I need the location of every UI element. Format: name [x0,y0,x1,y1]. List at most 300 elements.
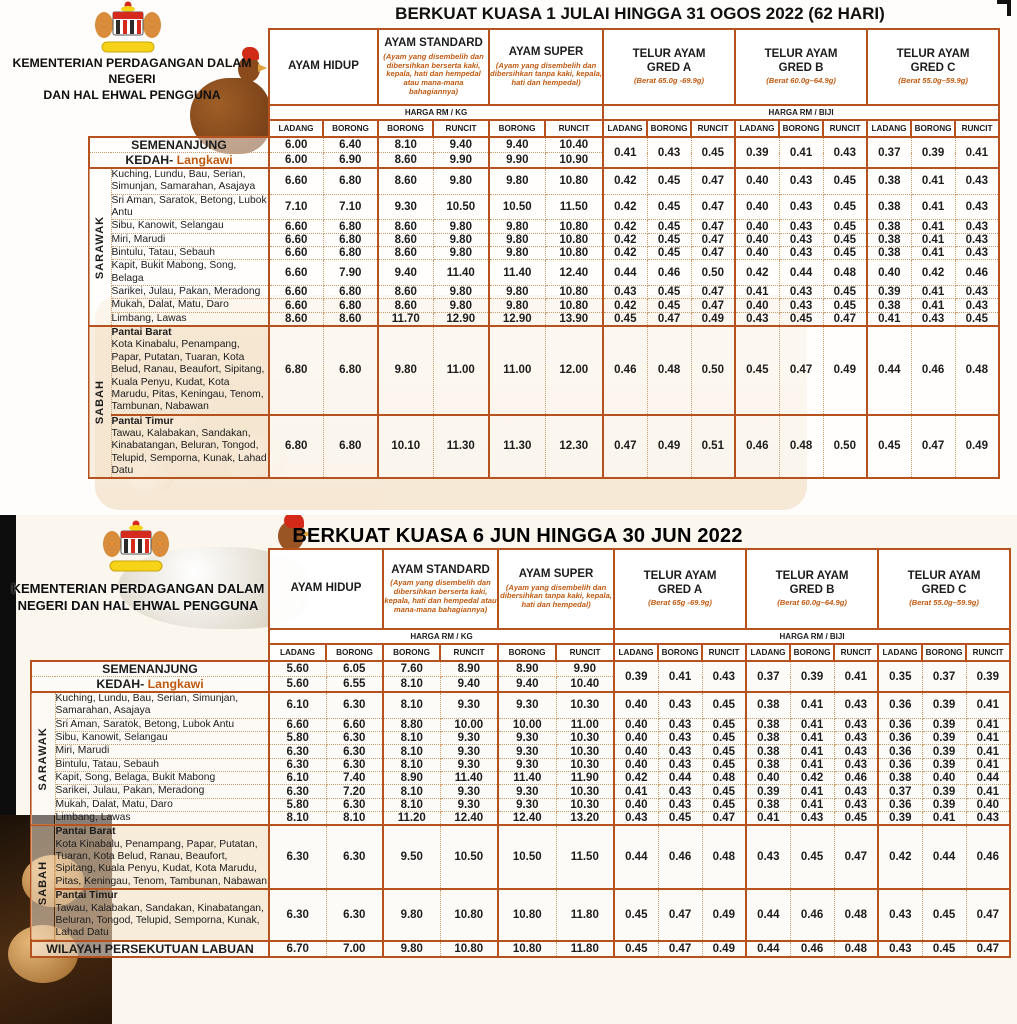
price-cell: 9.40 [498,677,556,693]
price-cell: 10.80 [440,941,498,957]
price-cell: 0.50 [823,415,867,479]
price-cell: 6.60 [326,718,383,731]
price-cell: 9.80 [383,889,440,940]
price-cell: 0.45 [823,233,867,246]
price-cell: 0.47 [658,941,702,957]
price-cell: 0.45 [647,247,691,260]
column-group-ayam-super [489,29,603,105]
poster-title: BERKUAT KUASA 6 JUN HINGGA 30 JUN 2022 [292,525,743,547]
price-cell: 0.45 [790,825,834,889]
sub-column-runcit: RUNCIT [691,120,735,137]
price-cell: 0.40 [746,772,790,785]
price-cell: 7.90 [323,260,378,286]
price-cell: 11.40 [498,772,556,785]
price-cell: 0.47 [966,941,1010,957]
column-group-ayam-super [498,549,614,629]
price-cell: 0.47 [691,233,735,246]
price-cell: 0.41 [790,785,834,798]
price-cell: 9.90 [556,661,614,677]
price-cell: 0.45 [702,745,746,758]
price-cell: 0.43 [779,233,823,246]
price-cell: 0.36 [878,732,922,745]
price-cell: 8.80 [383,718,440,731]
price-cell: 6.80 [323,299,378,312]
price-cell: 0.45 [834,812,878,826]
price-cell: 0.49 [823,326,867,414]
price-cell: 0.43 [658,732,702,745]
sub-column-borong: BORONG [779,120,823,137]
price-cell: 0.51 [691,415,735,479]
price-cell: 10.80 [545,247,603,260]
price-cell: 11.40 [440,772,498,785]
price-cell: 0.41 [779,137,823,168]
price-cell: 6.60 [269,286,323,299]
price-cell: 10.80 [440,889,498,940]
price-cell: 0.45 [647,168,691,194]
column-group-description: (Berat 65g -69.9g) [648,598,712,608]
region-label-cell: SEMENANJUNG [31,661,269,677]
price-cell: 0.41 [911,286,955,299]
price-cell: 0.42 [735,260,779,286]
price-cell: 0.43 [658,718,702,731]
sub-column-borong: BORONG [911,120,955,137]
price-cell: 0.47 [779,326,823,414]
price-cell: 12.00 [545,326,603,414]
sub-column-borong: BORONG [790,644,834,661]
price-cell: 6.80 [323,415,378,479]
price-cell: 0.48 [823,260,867,286]
price-cell: 9.80 [489,247,545,260]
price-cell: 0.38 [746,758,790,771]
price-cell: 8.10 [383,758,440,771]
price-cell: 0.41 [911,299,955,312]
price-cell: 6.30 [269,745,326,758]
price-cell: 0.41 [790,732,834,745]
ministry-line: KEMENTERIAN PERDAGANGAN DALAM NEGERI [12,56,252,86]
price-cell: 0.40 [966,798,1010,811]
column-group-description: (Berat 55.0g–59.9g) [898,76,968,86]
price-cell: 10.80 [545,286,603,299]
price-cell: 0.41 [790,692,834,718]
price-cell: 0.47 [823,312,867,326]
price-cell: 0.38 [867,194,911,220]
price-cell: 0.43 [658,798,702,811]
price-cell: 0.45 [823,299,867,312]
price-cell: 12.30 [545,415,603,479]
price-cell: 0.48 [702,772,746,785]
price-cell: 0.40 [735,194,779,220]
price-cell: 0.45 [647,220,691,233]
price-cell: 9.40 [378,260,433,286]
price-cell: 6.60 [269,233,323,246]
price-unit-kg: HARGA RM / KG [269,629,614,644]
price-cell: 0.45 [779,312,823,326]
sub-column-borong: BORONG [326,644,383,661]
price-cell: 0.43 [603,286,647,299]
price-cell: 6.00 [269,137,323,153]
district-zone-title: Pantai Barat [55,826,116,838]
price-cell: 0.42 [603,194,647,220]
price-cell: 0.42 [603,220,647,233]
price-cell: 10.80 [498,941,556,957]
price-cell: 0.37 [922,661,966,692]
price-cell: 0.43 [779,168,823,194]
price-cell: 0.43 [955,220,999,233]
price-cell: 0.41 [922,812,966,826]
price-cell: 9.30 [440,692,498,718]
column-group-name: TELUR AYAM [764,48,838,61]
price-cell: 13.90 [545,312,603,326]
price-cell: 0.41 [658,661,702,692]
price-cell: 0.43 [658,692,702,718]
price-cell: 0.43 [834,718,878,731]
price-cell: 0.43 [779,247,823,260]
column-group-name: TELUR AYAM [907,570,981,583]
poster-title: BERKUAT KUASA 1 JULAI HINGGA 31 OGOS 2022 (62 HARI) [395,4,885,23]
price-cell: 0.41 [955,137,999,168]
sub-column-borong: BORONG [383,644,440,661]
price-cell: 0.43 [658,758,702,771]
price-cell: 0.45 [867,415,911,479]
price-cell: 10.50 [433,194,489,220]
price-cell: 0.41 [790,718,834,731]
price-cell: 6.90 [323,153,378,169]
price-cell: 0.43 [834,732,878,745]
sub-column-runcit: RUNCIT [823,120,867,137]
price-cell: 0.38 [867,247,911,260]
region-label-accent: Langkawi [173,153,233,167]
column-group-name: GRED A [646,61,692,74]
price-cell: 0.43 [834,745,878,758]
corner-mark [997,0,1011,16]
price-cell: 13.20 [556,812,614,826]
region-label-cell: KEDAH- Langkawi [31,677,269,693]
price-cell: 0.45 [647,194,691,220]
price-cell: 9.30 [440,798,498,811]
price-cell: 7.60 [383,661,440,677]
price-cell: 0.40 [614,718,658,731]
price-cell: 0.47 [691,194,735,220]
price-cell: 6.30 [326,758,383,771]
price-cell: 6.80 [269,415,323,479]
price-cell: 0.46 [647,260,691,286]
price-cell: 0.39 [790,661,834,692]
price-cell: 9.80 [433,168,489,194]
price-cell: 0.43 [746,825,790,889]
price-cell: 9.30 [498,692,556,718]
price-cell: 0.37 [878,785,922,798]
price-cell: 11.70 [378,312,433,326]
price-cell: 6.80 [269,326,323,414]
sub-column-borong: BORONG [489,120,545,137]
price-cell: 11.00 [489,326,545,414]
price-cell: 9.30 [440,758,498,771]
price-cell: 0.43 [779,220,823,233]
price-cell: 6.10 [269,772,326,785]
price-cell: 0.40 [614,745,658,758]
price-cell: 9.30 [378,194,433,220]
price-cell: 6.60 [269,168,323,194]
column-group-description: (Berat 55.0g–59.9g) [909,598,979,608]
price-cell: 6.10 [269,692,326,718]
price-cell: 0.47 [658,889,702,940]
price-cell: 0.43 [878,889,922,940]
price-cell: 8.90 [498,661,556,677]
price-cell: 6.60 [269,260,323,286]
district-cell: Pantai Timur Tawau, Kalabakan, Sandakan, Kinabatangan, Beluran, Tongod, Telupid, Semporna, Kunak, Lahad Datu [55,889,269,940]
price-cell: 0.41 [603,137,647,168]
price-cell: 0.47 [702,812,746,826]
price-cell: 11.30 [489,415,545,479]
price-cell: 0.50 [691,260,735,286]
price-cell: 10.90 [545,153,603,169]
column-group-telur-ayam-gred-c [867,29,999,105]
price-cell: 0.42 [603,247,647,260]
price-cell: 0.44 [746,889,790,940]
price-cell: 10.30 [556,732,614,745]
price-cell: 0.41 [746,812,790,826]
price-cell: 10.30 [556,745,614,758]
price-cell: 12.40 [545,260,603,286]
price-cell: 5.60 [269,661,326,677]
price-cell: 0.45 [823,220,867,233]
price-cell: 0.41 [790,758,834,771]
price-cell: 0.41 [911,194,955,220]
price-cell: 0.43 [955,247,999,260]
price-cell: 0.45 [647,286,691,299]
price-cell: 8.90 [440,661,498,677]
ministry-name [4,581,272,615]
column-group-ayam-hidup [269,549,383,629]
price-cell: 8.10 [383,745,440,758]
price-cell: 11.00 [433,326,489,414]
price-cell: 6.30 [269,785,326,798]
price-cell: 0.45 [702,732,746,745]
price-cell: 10.80 [545,233,603,246]
price-cell: 0.37 [746,661,790,692]
price-cell: 0.41 [867,312,911,326]
price-cell: 5.80 [269,798,326,811]
price-cell: 0.45 [702,785,746,798]
price-cell: 0.45 [614,889,658,940]
price-cell: 9.50 [383,825,440,889]
price-cell: 0.39 [966,661,1010,692]
price-cell: 0.47 [647,312,691,326]
price-cell: 8.60 [269,312,323,326]
price-cell: 8.10 [378,137,433,153]
column-group-telur-ayam-gred-a [614,549,746,629]
price-cell: 10.80 [545,220,603,233]
price-cell: 6.30 [326,889,383,940]
district-cell: Mukah, Dalat, Matu, Daro [55,798,269,811]
price-cell: 11.00 [556,718,614,731]
price-cell: 0.47 [966,889,1010,940]
price-cell: 0.42 [911,260,955,286]
price-cell: 0.46 [911,326,955,414]
price-cell: 0.36 [878,692,922,718]
state-label: SARAWAK [31,692,55,825]
price-cell: 0.38 [867,299,911,312]
district-cell: Sibu, Kanowit, Selangau [111,220,269,233]
price-cell: 0.43 [779,299,823,312]
price-cell: 0.45 [658,812,702,826]
price-cell: 0.41 [966,732,1010,745]
price-cell: 5.60 [269,677,326,693]
column-group-name: TELUR AYAM [896,48,970,61]
price-cell: 0.40 [614,798,658,811]
district-cell: Kapit, Song, Belaga, Bukit Mabong [55,772,269,785]
sub-column-borong: BORONG [378,120,433,137]
price-cell: 0.46 [790,889,834,940]
district-cell: Sarikei, Julau, Pakan, Meradong [55,785,269,798]
column-group-description: (Berat 60.0g–64.9g) [777,598,847,608]
price-cell: 0.41 [911,233,955,246]
price-cell: 9.80 [378,326,433,414]
price-cell: 0.44 [922,825,966,889]
sub-column-runcit: RUNCIT [556,644,614,661]
price-cell: 0.45 [735,326,779,414]
price-cell: 11.80 [556,941,614,957]
price-cell: 9.80 [433,220,489,233]
price-cell: 0.49 [702,941,746,957]
price-cell: 0.46 [955,260,999,286]
price-cell: 10.40 [556,677,614,693]
price-cell: 0.44 [603,260,647,286]
price-cell: 0.48 [779,415,823,479]
price-cell: 10.30 [556,758,614,771]
district-cell: Miri, Marudi [111,233,269,246]
price-cell: 0.41 [834,661,878,692]
price-cell: 6.40 [323,137,378,153]
price-cell: 10.30 [556,692,614,718]
price-cell: 8.60 [378,220,433,233]
price-cell: 0.42 [603,233,647,246]
district-cell: Sarikei, Julau, Pakan, Meradong [111,286,269,299]
price-cell: 9.40 [433,137,489,153]
price-cell: 0.45 [823,194,867,220]
price-cell: 8.10 [326,812,383,826]
sub-column-borong: BORONG [658,644,702,661]
sub-column-runcit: RUNCIT [702,644,746,661]
price-cell: 0.39 [922,732,966,745]
price-cell: 0.38 [878,772,922,785]
column-group-name: GRED B [778,61,824,74]
price-cell: 9.40 [489,137,545,153]
price-cell: 0.45 [823,168,867,194]
price-cell: 9.90 [433,153,489,169]
price-cell: 8.10 [383,732,440,745]
price-cell: 9.40 [440,677,498,693]
price-cell: 0.46 [834,772,878,785]
price-cell: 0.47 [603,415,647,479]
district-cell: Kuching, Lundu, Bau, Serian, Simunjan, Samarahan, Asajaya [111,168,269,194]
price-cell: 0.47 [911,415,955,479]
column-group-description: (Ayam yang disembelih dan dibersihkan berserta kaki, kepala, hati dan hempedal atau mana-mana bahagiannya) [383,51,484,96]
price-cell: 6.60 [269,299,323,312]
price-cell: 0.40 [922,772,966,785]
price-cell: 0.43 [955,286,999,299]
price-cell: 0.44 [966,772,1010,785]
price-cell: 10.00 [498,718,556,731]
sub-column-borong: BORONG [498,644,556,661]
state-label: SARAWAK [89,168,111,326]
price-unit-biji: HARGA RM / BIJI [603,105,999,120]
price-cell: 0.38 [867,220,911,233]
price-cell: 0.39 [922,758,966,771]
price-cell: 9.80 [489,286,545,299]
price-unit-kg: HARGA RM / KG [269,105,603,120]
price-cell: 0.40 [735,299,779,312]
column-group-name: TELUR AYAM [632,48,706,61]
price-cell: 6.80 [323,247,378,260]
price-cell: 8.10 [383,785,440,798]
price-cell: 10.30 [556,785,614,798]
price-cell: 6.80 [323,286,378,299]
price-cell: 10.50 [440,825,498,889]
price-cell: 0.43 [790,812,834,826]
price-cell: 0.45 [691,137,735,168]
district-cell: Sri Aman, Saratok, Betong, Lubok Antu [111,194,269,220]
column-group-description: (Ayam yang disembelih dan dibersihkan tanpa kaki, kepala, hati dan hempedal) [500,582,612,610]
price-cell: 10.50 [489,194,545,220]
price-cell: 0.44 [746,941,790,957]
price-cell: 11.90 [556,772,614,785]
sub-column-ladang: LADANG [735,120,779,137]
price-cell: 9.30 [440,785,498,798]
price-cell: 6.80 [323,326,378,414]
price-cell: 0.39 [878,812,922,826]
price-cell: 8.60 [378,286,433,299]
column-group-name: GRED C [921,583,967,596]
column-group-ayam-standard [378,29,489,105]
price-cell: 0.47 [691,220,735,233]
price-cell: 10.80 [498,889,556,940]
price-cell: 0.36 [878,798,922,811]
price-cell: 0.41 [966,718,1010,731]
price-cell: 9.30 [498,732,556,745]
price-cell: 0.43 [614,812,658,826]
price-cell: 0.47 [691,247,735,260]
price-cell: 8.60 [378,153,433,169]
price-cell: 8.10 [383,677,440,693]
sub-column-runcit: RUNCIT [834,644,878,661]
column-group-name: TELUR AYAM [643,570,717,583]
price-cell: 0.43 [647,137,691,168]
price-cell: 0.43 [834,785,878,798]
price-cell: 0.48 [955,326,999,414]
sub-column-runcit: RUNCIT [545,120,603,137]
district-cell: Sibu, Kanowit, Selangau [55,732,269,745]
price-cell: 0.43 [878,941,922,957]
price-cell: 9.80 [433,299,489,312]
price-cell: 0.38 [867,233,911,246]
price-cell: 6.70 [269,941,326,957]
district-zone-title: Pantai Barat [111,327,172,339]
price-cell: 10.50 [498,825,556,889]
district-cell: Limbang, Lawas [55,812,269,826]
price-cell: 0.43 [779,286,823,299]
price-cell: 0.41 [911,247,955,260]
sub-column-ladang: LADANG [269,120,323,137]
price-cell: 0.40 [735,233,779,246]
price-cell: 0.39 [922,785,966,798]
column-group-description: (Ayam yang disembelih dan dibersihkan berserta kaki, kepala, hati dan hempedal atau mana-mana bahagiannya) [384,578,497,614]
price-cell: 0.41 [790,745,834,758]
district-cell: Sri Aman, Saratok, Betong, Lubok Antu [55,718,269,731]
price-cell: 0.48 [702,825,746,889]
price-cell: 6.30 [269,758,326,771]
price-cell: 10.40 [545,137,603,153]
